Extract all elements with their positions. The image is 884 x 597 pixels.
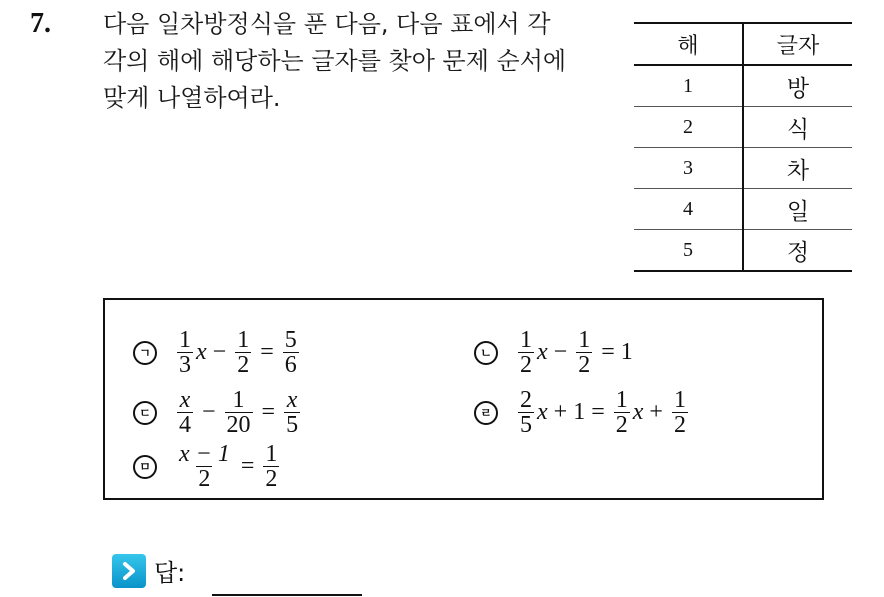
- fraction: [284, 388, 300, 437]
- circled-label: ㄷ: [133, 401, 157, 425]
- denominator: 3: [179, 352, 191, 378]
- denominator: 6: [284, 352, 297, 378]
- numerator: 1: [615, 387, 628, 413]
- equation-b: [474, 328, 633, 377]
- fraction: [177, 442, 232, 491]
- cell-solution: 2: [634, 107, 743, 148]
- cell-solution: 3: [634, 148, 743, 189]
- denominator: 2: [673, 412, 686, 438]
- circled-label: ㄹ: [474, 401, 498, 425]
- equation-e: [133, 442, 282, 491]
- fraction: [518, 328, 534, 377]
- fraction: [177, 388, 193, 437]
- denominator: 2: [578, 352, 591, 378]
- fraction: [672, 388, 688, 437]
- table-row: [634, 148, 852, 189]
- problem-line: 다음 일차방정식을 푼 다음, 다음 표에서 각: [103, 10, 551, 38]
- solution-letter-table: [634, 22, 852, 272]
- numerator: x − 1: [179, 441, 230, 467]
- circled-label: ㄱ: [133, 341, 157, 365]
- table-header-row: [634, 23, 852, 65]
- constant: 1: [620, 339, 633, 365]
- denominator: 2: [520, 352, 532, 378]
- header-solution: 해: [634, 23, 743, 65]
- fraction: [235, 328, 251, 377]
- fraction: [177, 328, 193, 377]
- fraction: [614, 388, 630, 437]
- numerator: x: [179, 387, 191, 413]
- problem-line: 맞게 나열하여라.: [103, 84, 281, 112]
- numerator: 1: [237, 327, 250, 353]
- equals-sign: =: [240, 453, 255, 479]
- cell-letter: 차: [743, 148, 852, 189]
- fraction: [263, 442, 279, 491]
- numerator: 2: [520, 387, 532, 413]
- operator: −: [202, 399, 216, 425]
- answer-label: 답:: [154, 559, 186, 587]
- numerator: 1: [232, 387, 245, 413]
- numerator: 1: [265, 441, 278, 467]
- problem-text: [103, 6, 623, 117]
- problem-line: 각의 해에 해당하는 글자를 찾아 문제 순서에: [103, 47, 567, 75]
- operator: +: [553, 399, 568, 425]
- variable: x: [196, 339, 207, 365]
- equals-sign: =: [591, 399, 605, 425]
- chevron-right-icon: [112, 554, 146, 588]
- table-row: [634, 107, 852, 148]
- numerator: 1: [179, 327, 191, 353]
- numerator: 1: [520, 327, 532, 353]
- denominator: 4: [179, 412, 191, 438]
- constant: 1: [573, 399, 586, 425]
- numerator: 1: [578, 327, 591, 353]
- fraction: [576, 328, 592, 377]
- answer-blank[interactable]: [212, 594, 362, 596]
- header-letter: 글자: [743, 23, 852, 65]
- circled-label: ㄴ: [474, 341, 498, 365]
- equation-c: [133, 388, 303, 437]
- variable: x: [537, 399, 548, 425]
- equals-sign: =: [260, 339, 274, 365]
- equation-a: [133, 328, 302, 377]
- denominator: 20: [226, 412, 251, 438]
- cell-letter: 식: [743, 107, 852, 148]
- problem-number: 7.: [30, 8, 51, 39]
- cell-letter: 일: [743, 189, 852, 230]
- circled-label: ㅁ: [133, 455, 157, 479]
- equals-sign: =: [261, 399, 276, 425]
- numerator: x: [286, 387, 298, 413]
- equals-sign: =: [601, 339, 615, 365]
- cell-solution: 5: [634, 230, 743, 272]
- fraction: [518, 388, 534, 437]
- table-row: [634, 65, 852, 107]
- fraction: [283, 328, 299, 377]
- variable: x: [537, 339, 548, 365]
- denominator: 2: [265, 466, 278, 492]
- cell-letter: 방: [743, 65, 852, 107]
- variable: x: [632, 399, 644, 425]
- numerator: 5: [284, 327, 297, 353]
- denominator: 2: [198, 466, 211, 492]
- table-row: [634, 189, 852, 230]
- denominator: 5: [286, 412, 299, 438]
- equation-d: [474, 388, 691, 437]
- equations-box: [103, 298, 824, 500]
- cell-letter: 정: [743, 230, 852, 272]
- table-row: [634, 230, 852, 272]
- denominator: 2: [237, 352, 250, 378]
- denominator: 5: [520, 412, 532, 438]
- operator: −: [212, 339, 227, 365]
- operator: +: [649, 399, 663, 425]
- operator: −: [553, 339, 568, 365]
- answer-row: [112, 553, 185, 588]
- fraction: [225, 388, 253, 437]
- cell-solution: 1: [634, 65, 743, 107]
- numerator: 1: [673, 387, 686, 413]
- denominator: 2: [615, 412, 628, 438]
- cell-solution: 4: [634, 189, 743, 230]
